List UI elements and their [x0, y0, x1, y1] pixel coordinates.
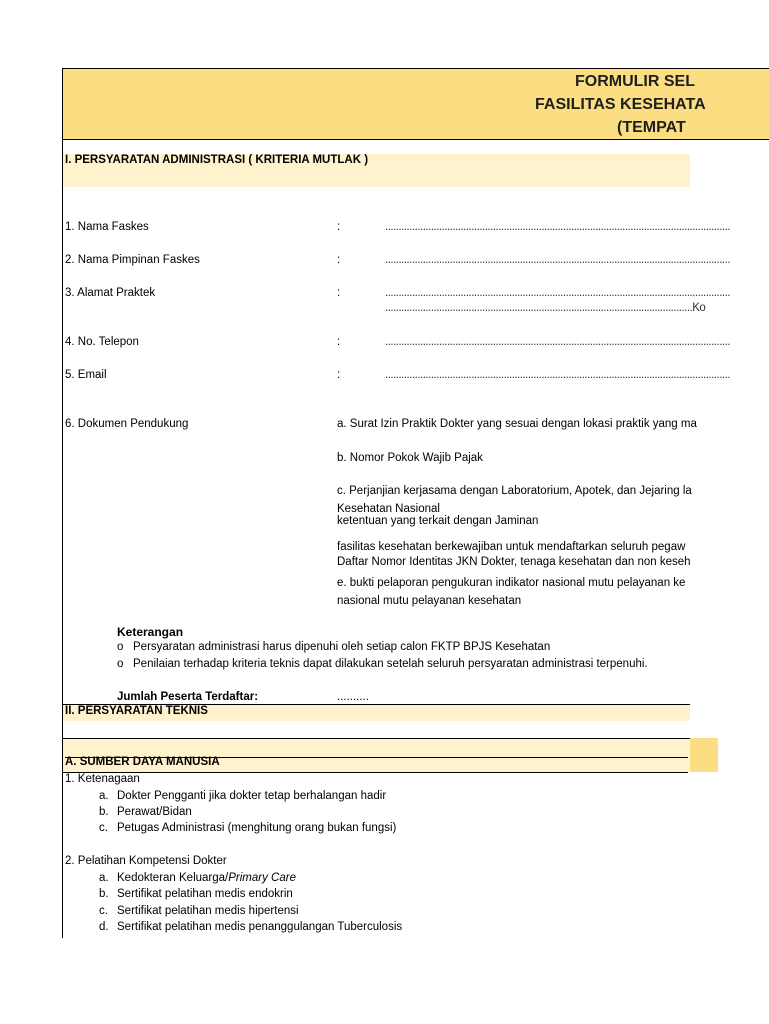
notes-bullet: o	[117, 658, 124, 670]
field-input-nama-pimpinan[interactable]: ................................................................................................................................	[385, 254, 730, 266]
section-1-heading-text: I. PERSYARATAN ADMINISTRASI ( KRITERIA MUTLAK )	[65, 154, 369, 166]
group-2-title: 2. Pelatihan Kompetensi Dokter	[65, 855, 227, 867]
notes-heading: Keterangan	[117, 625, 184, 639]
list-item: Dokter Pengganti jika dokter tetap berhalangan hadir	[117, 790, 387, 802]
field-input-email[interactable]: ................................................................................................................................	[385, 369, 730, 381]
section-1-heading	[63, 154, 690, 187]
field-label-nama-pimpinan: 2. Nama Pimpinan Faskes	[65, 254, 200, 266]
list-marker: c.	[99, 822, 108, 834]
form-title-line2: FASILITAS KESEHATA	[535, 96, 706, 113]
doc-item-d-line1-text: Kesehatan Nasional	[337, 503, 440, 515]
list-marker: b.	[99, 806, 109, 818]
list-marker: d.	[99, 921, 109, 933]
field-colon: :	[337, 221, 341, 233]
notes-bullet: o	[117, 641, 124, 653]
form-sheet	[62, 68, 769, 938]
form-title-line3: (TEMPAT	[617, 119, 686, 136]
field-label-email: 5. Email	[65, 369, 107, 381]
title-band-edge	[688, 738, 718, 772]
notes-item-2: Penilaian terhadap kriteria teknis dapat dilakukan setelah seluruh persyaratan administrasi terpenuhi.	[133, 658, 648, 670]
section-2-heading-text: II. PERSYARATAN TEKNIS	[65, 705, 208, 717]
list-item: Sertifikat pelatihan medis endokrin	[117, 888, 293, 900]
field-input-nama-faskes[interactable]: ................................................................................................................................	[385, 221, 730, 233]
doc-item-d-line2-text: ketentuan yang terkait dengan Jaminan	[337, 515, 539, 527]
field-colon: :	[337, 369, 341, 381]
field-input-telepon[interactable]: ................................................................................................................................	[385, 336, 730, 348]
field-label-nama-faskes: 1. Nama Faskes	[65, 221, 149, 233]
list-marker: a.	[99, 790, 109, 802]
group-1-title: 1. Ketenagaan	[65, 773, 140, 785]
list-item: Sertifikat pelatihan medis hipertensi	[117, 905, 299, 917]
field-colon: :	[337, 287, 341, 299]
field-colon: :	[337, 336, 341, 348]
doc-item-d-line2	[337, 515, 688, 529]
list-item: Sertifikat pelatihan medis penanggulangan Tuberculosis	[117, 921, 403, 933]
field-colon: :	[337, 254, 341, 266]
section-2-heading	[63, 704, 690, 721]
field-input-alamat[interactable]: ................................................................................................................................	[385, 287, 730, 299]
title-band	[63, 68, 769, 140]
list-item-prefix: Kedokteran Keluarga/	[117, 872, 229, 884]
list-item-italic: Primary Care	[228, 872, 296, 884]
doc-item-f-line1	[337, 577, 688, 591]
list-item: Perawat/Bidan	[117, 806, 192, 818]
doc-item-f-line2: nasional mutu pelayanan kesehatan	[337, 595, 522, 607]
field-input-alamat-line2[interactable]: ..................................................................................................................Ko	[385, 302, 706, 314]
list-item: Petugas Administrasi (menghitung orang bukan fungsi)	[117, 822, 397, 834]
doc-item-e-line1: fasilitas kesehatan berkewajiban untuk mendaftarkan seluruh pegaw	[337, 541, 686, 553]
doc-item-e-line2: Daftar Nomor Identitas JKN Dokter, tenaga kesehatan dan non keseh	[337, 556, 691, 568]
docs-label: 6. Dokumen Pendukung	[65, 418, 189, 430]
participants-input[interactable]: ..........	[337, 691, 369, 703]
list-marker: a.	[99, 872, 109, 884]
list-marker: c.	[99, 905, 108, 917]
form-title-line1: FORMULIR SEL	[575, 73, 695, 90]
section-a-rule	[63, 772, 688, 773]
doc-item-c: c. Perjanjian kerjasama dengan Laboratorium, Apotek, dan Jejaring la	[337, 485, 692, 497]
doc-item-f-line1-text: e. bukti pelaporan pengukuran indikator nasional mutu pelayanan ke	[337, 577, 686, 589]
participants-label: Jumlah Peserta Terdaftar:	[117, 691, 259, 703]
doc-item-b: b. Nomor Pokok Wajib Pajak	[337, 452, 483, 464]
section-a-heading: A. SUMBER DAYA MANUSIA	[65, 756, 220, 768]
list-item	[117, 872, 296, 884]
field-label-telepon: 4. No. Telepon	[65, 336, 139, 348]
notes-item-1: Persyaratan administrasi harus dipenuhi oleh setiap calon FKTP BPJS Kesehatan	[133, 641, 551, 653]
list-marker: b.	[99, 888, 109, 900]
field-label-alamat: 3. Alamat Praktek	[65, 287, 156, 299]
doc-item-a: a. Surat Izin Praktik Dokter yang sesuai dengan lokasi praktik yang ma	[337, 418, 697, 430]
